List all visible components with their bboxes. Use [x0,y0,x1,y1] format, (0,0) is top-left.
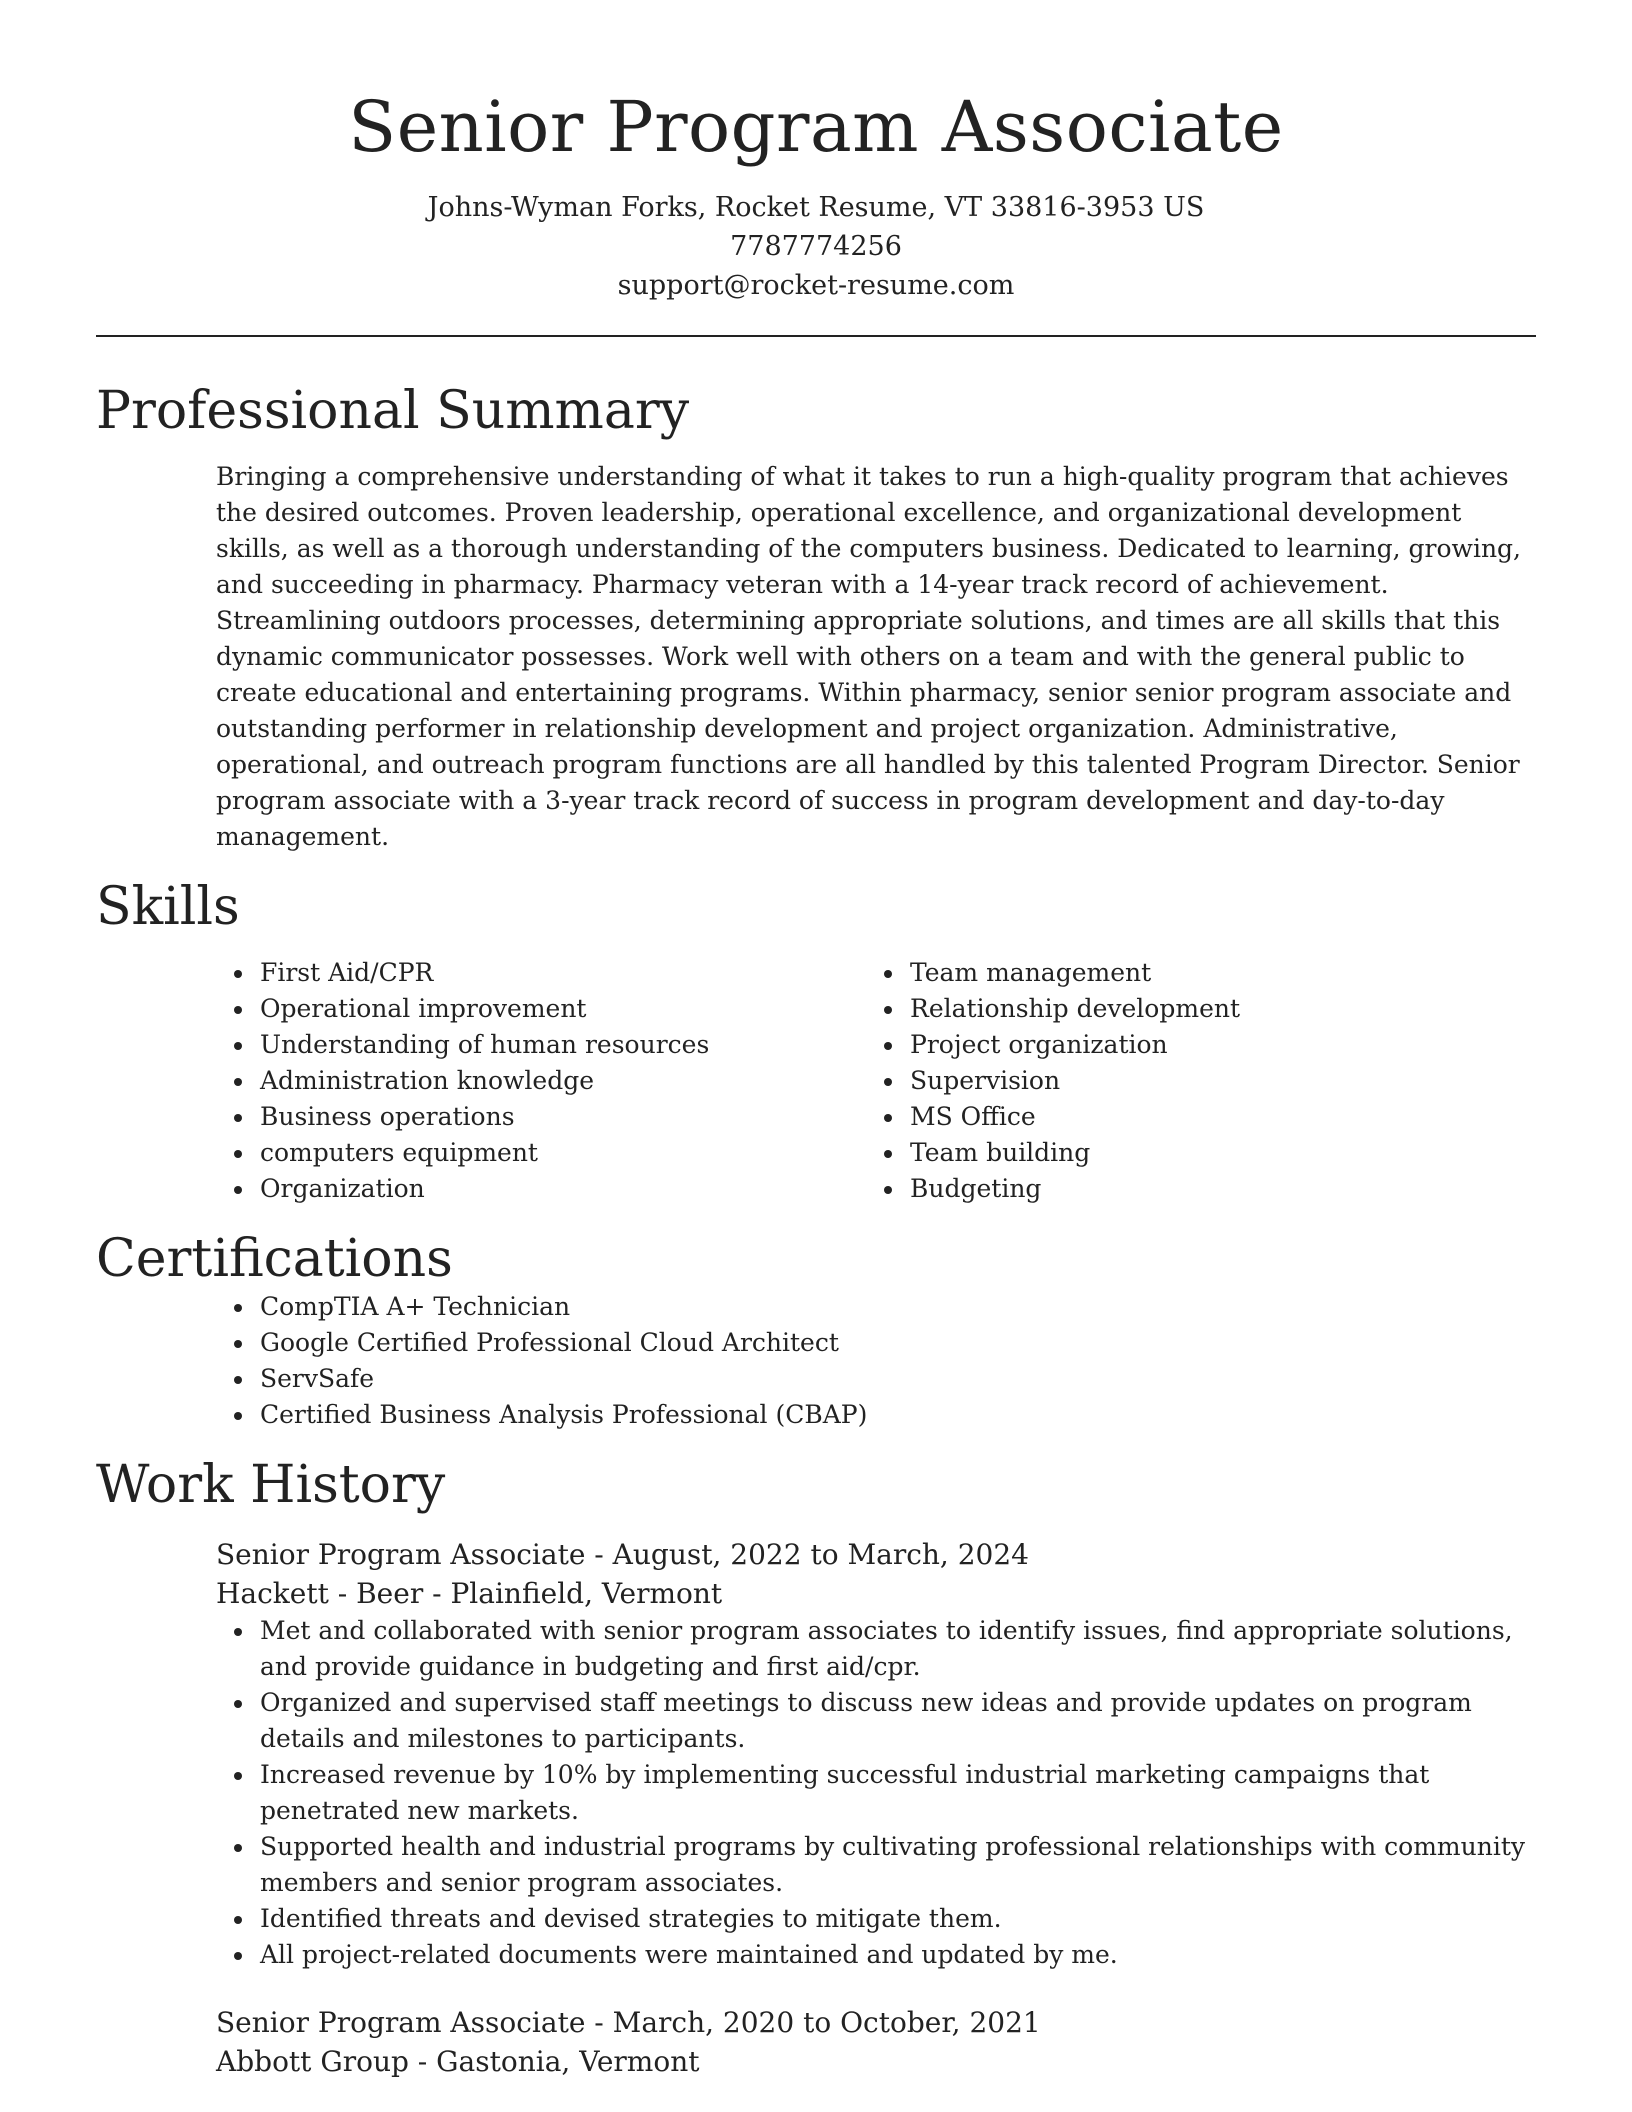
resume-header [96,0,1536,305]
list-item: MS Office [910,1099,1516,1135]
job-dates: August, 2022 to March, 2024 [612,1538,1029,1571]
skills-heading: Skills [96,877,240,937]
certifications-body [96,1289,1536,1433]
email-text: support@rocket-resume.com [617,270,1015,301]
job-entry [216,2003,1536,2081]
list-item: Identified threats and devised strategies to mitigate them. [260,1901,1536,1937]
list-item: Certified Business Analysis Professional (CBAP) [260,1397,1536,1433]
list-item: Operational improvement [260,991,866,1027]
job-company-line [216,2042,1536,2081]
list-item: Team management [910,955,1516,991]
contact-block [96,188,1536,305]
job-company-line [216,1574,1536,1613]
list-item: Supported health and industrial programs by cultivating professional relationships with community members and senior program associates. [260,1829,1536,1901]
skills-section [96,877,1536,1207]
work-history-section [96,1455,1536,2081]
resume-page [96,0,1536,2081]
summary-paragraph: Bringing a comprehensive understanding of what it takes to run a high-quality program that achieves the desired outcomes. Proven leadership, operational excellence, and organizational development skills, as well as a thorough understanding of the computers business. Dedicated to learning, growing, and succeeding in pharmacy. Pharmacy veteran with a 14-year track record of achievement. Streamlining outdoors processes, determining appropriate solutions, and times are all skills that this dynamic communicator possesses. Work well with others on a team and with the general public to create educational and entertaining programs. Within pharmacy, senior senior program associate and outstanding performer in relationship development and project organization. Administrative, operational, and outreach program functions are all handled by this talented Program Director. Senior program associate with a 3-year track record of success in program development and day-to-day management. [216,462,1521,851]
job-duties-list [216,1613,1536,1973]
resume-title: Senior Program Associate [348,86,1284,168]
list-item: Supervision [910,1063,1516,1099]
list-item: Business operations [260,1099,866,1135]
list-item: ServSafe [260,1361,1536,1397]
job-dates: March, 2020 to October, 2021 [612,2006,1041,2039]
list-item: First Aid/CPR [260,955,866,991]
list-item: Team building [910,1135,1516,1171]
list-item: computers equipment [260,1135,866,1171]
job-company: Hackett - Beer [216,1577,424,1610]
job-position: Senior Program Associate [216,1538,586,1571]
list-item: All project-related documents were maintained and updated by me. [260,1937,1536,1973]
job-company: Abbott Group [216,2045,409,2078]
skills-list-right [866,955,1516,1207]
list-item: Administration knowledge [260,1063,866,1099]
header-divider [96,335,1536,337]
list-item: Relationship development [910,991,1516,1027]
summary-heading: Professional Summary [96,381,690,441]
job-entry [216,1535,1536,1973]
summary-body [96,459,1536,855]
list-item: Budgeting [910,1171,1516,1207]
separator: - [408,2045,437,2078]
work-history-body [96,1535,1536,2081]
skills-list-left [216,955,866,1207]
certifications-list [216,1289,1536,1433]
list-item: Understanding of human resources [260,1027,866,1063]
list-item: CompTIA A+ Technician [260,1289,1536,1325]
phone-text: 7787774256 [730,231,902,262]
list-item: Organized and supervised staff meetings to discuss new ideas and provide updates on program details and milestones to participants. [260,1685,1536,1757]
job-title-line [216,1535,1536,1574]
list-item: Met and collaborated with senior program associates to identify issues, find appropriate solutions, and provide guidance in budgeting and first aid/cpr. [260,1613,1536,1685]
job-location: Plainfield, Vermont [450,1577,723,1610]
summary-section [96,381,1536,855]
certifications-section [96,1229,1536,1433]
skills-body [96,955,1536,1207]
skills-grid [216,955,1536,1207]
separator: - [423,1577,451,1610]
separator: - [585,1538,613,1571]
job-location: Gastonia, Vermont [436,2045,700,2078]
list-item: Project organization [910,1027,1516,1063]
skills-column-left [216,955,866,1207]
address-text: Johns-Wyman Forks, Rocket Resume, VT 33816-3953 US [427,192,1205,223]
list-item: Organization [260,1171,866,1207]
certifications-heading: Certifications [96,1229,453,1289]
work-history-heading: Work History [96,1455,446,1515]
skills-column-right [866,955,1516,1207]
list-item: Google Certified Professional Cloud Architect [260,1325,1536,1361]
job-title-line [216,2003,1536,2042]
separator: - [585,2006,613,2039]
job-position: Senior Program Associate [216,2006,586,2039]
list-item: Increased revenue by 10% by implementing successful industrial marketing campaigns that penetrated new markets. [260,1757,1536,1829]
